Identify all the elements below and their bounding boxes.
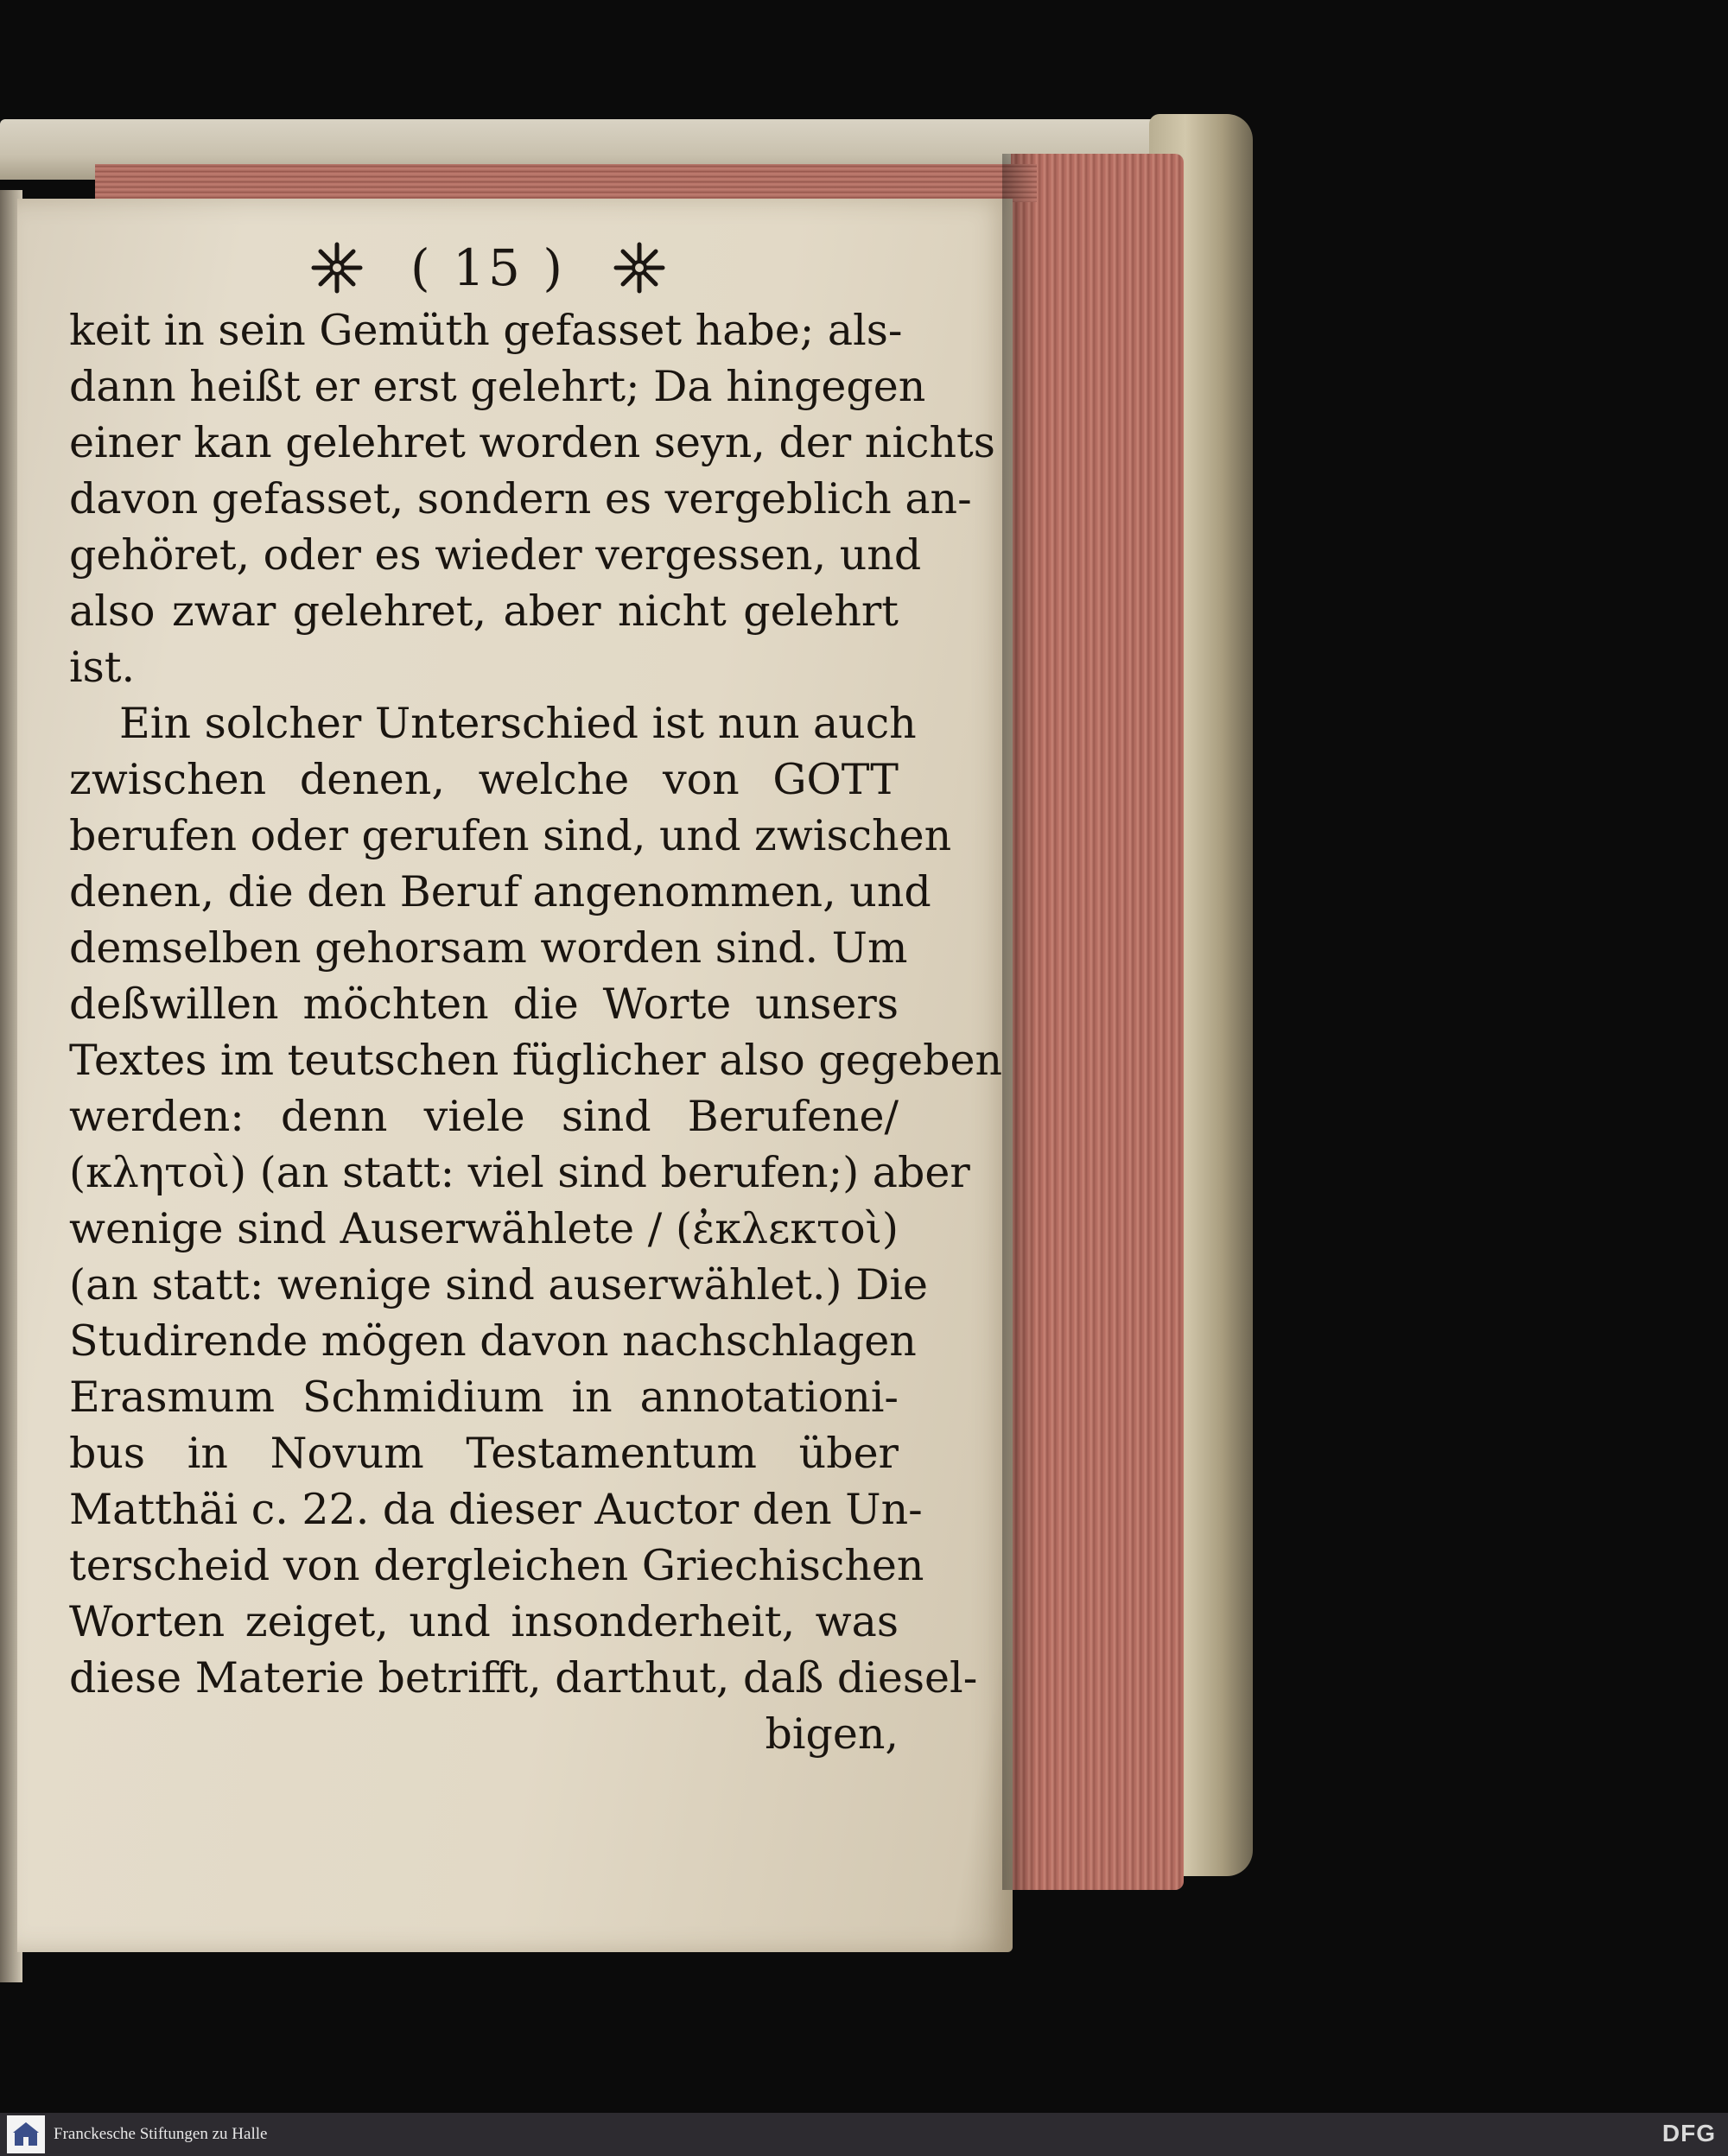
text-line: gehöret, oder es wieder vergessen, und	[69, 530, 922, 580]
page-header	[307, 233, 670, 302]
text-line: terscheid von dergleichen Griechischen	[69, 1541, 924, 1590]
viewer-footer	[0, 2113, 1728, 2156]
text-line: diese Materie betrifft, darthut, daß diesel-	[69, 1653, 978, 1703]
text-line: demselben gehorsam worden sind. Um	[69, 923, 908, 973]
text-line: denen, die den Beruf angenommen, und	[69, 867, 931, 916]
page-top-edge	[95, 164, 1037, 202]
text-line: werden: denn viele sind Berufene/	[69, 1092, 899, 1141]
text-line: einer kan gelehret worden seyn, der nichts	[69, 418, 995, 467]
text-line: wenige sind Auserwählete / (ἐκλεκτοὶ)	[69, 1204, 899, 1253]
page-fore-edge	[1011, 154, 1184, 1890]
text-line: zwischen denen, welche von GOTT	[69, 755, 899, 804]
text-line: bus in Novum Testamentum über	[69, 1429, 899, 1478]
text-line: Worten zeiget, und insonderheit, was	[69, 1597, 899, 1646]
page-text	[69, 302, 1003, 1762]
text-line: Matthäi c. 22. da dieser Auctor den Un-	[69, 1485, 923, 1534]
text-line: Ein solcher Unterschied ist nun auch	[119, 699, 917, 748]
text-line: ist.	[69, 643, 136, 692]
text-line: also zwar gelehret, aber nicht gelehrt	[69, 587, 899, 636]
text-line: berufen oder gerufen sind, und zwischen	[69, 811, 952, 860]
rosette-ornament-left-icon	[310, 241, 364, 295]
text-line: (κλητοὶ) (an statt: viel sind berufen;) aber	[69, 1148, 970, 1197]
dfg-logo: DFG	[1661, 2120, 1716, 2146]
page-shadow	[1002, 154, 1037, 1890]
text-line: Studirende mögen davon nachschlagen	[69, 1316, 917, 1366]
foundation-logo-icon	[7, 2115, 45, 2153]
institution-name: Franckesche Stiftungen zu Halle	[54, 2125, 268, 2143]
text-line: (an statt: wenige sind auserwählet.) Die	[69, 1260, 929, 1309]
rosette-ornament-right-icon	[613, 241, 666, 295]
text-line: Textes im teutschen füglicher also gegeben	[69, 1036, 1003, 1085]
page-number: ( 15 )	[410, 238, 566, 297]
text-line: davon gefasset, sondern es vergeblich an-	[69, 474, 972, 523]
text-line: keit in sein Gemüth gefasset habe; als-	[69, 306, 903, 355]
text-line: deßwillen möchten die Worte unsers	[69, 980, 899, 1029]
text-line: Erasmum Schmidium in annotationi-	[69, 1373, 899, 1422]
catchword: bigen,	[765, 1709, 899, 1759]
text-line: dann heißt er erst gelehrt; Da hingegen	[69, 362, 926, 411]
